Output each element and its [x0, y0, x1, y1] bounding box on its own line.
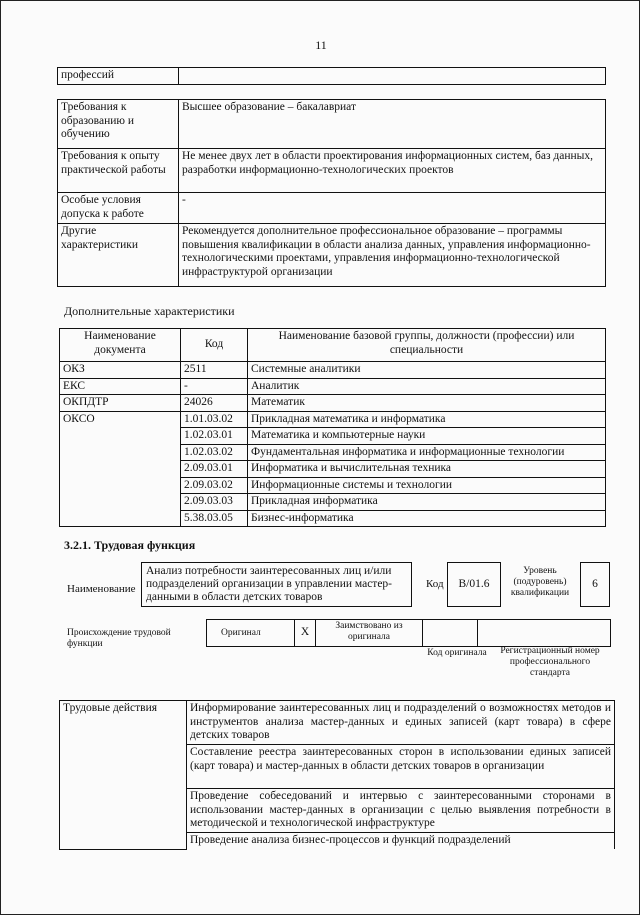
level-box: 6 — [580, 562, 610, 607]
req-value-experience: Не менее двух лет в области проектирования информационных систем, баз данных, разработки информационно-технологических проектов — [179, 149, 606, 193]
origin-reg-cell — [478, 620, 611, 647]
req-value-other: Рекомендуется дополнительное профессиональное образование – программы повышения квалификации в области анализа данных, управления информационно-технологическими проектами, управления информационно-технологической инфраструктурой организации — [179, 224, 606, 287]
reg-caption: Регистрационный номер профессионального стандарта — [500, 646, 600, 678]
additional-title: Дополнительные характеристики — [64, 304, 235, 318]
row-code: 2.09.03.01 — [181, 461, 248, 478]
top-row-label: профессий — [58, 68, 179, 85]
row-code: 1.02.03.02 — [181, 444, 248, 461]
req-label-conditions: Особые условия допуска к работе — [58, 193, 179, 224]
origin-code-cell — [423, 620, 478, 647]
action-item: Информирование заинтересованных лиц и подразделений о возможностях методов и инструментов анализа мастер-данных и единых записей (карт товара) в сфере детских товаров — [187, 701, 615, 745]
function-name-label: Наименование — [67, 583, 136, 595]
row-name: Прикладная математика и информатика — [248, 411, 606, 428]
level-label: Уровень (подуровень) квалификации — [510, 566, 570, 598]
row-name: Бизнес-информатика — [248, 510, 606, 527]
row-name: Аналитик — [248, 378, 606, 395]
header-doc: Наименование документа — [60, 329, 181, 362]
page-number: 11 — [315, 38, 327, 52]
row-name: Математик — [248, 395, 606, 412]
additional-table — [59, 328, 606, 527]
origin-table — [206, 619, 611, 647]
borrowed-label: Заимствовано из оригинала — [316, 620, 423, 647]
req-label-education: Требования к образованию и обучению — [58, 100, 179, 149]
function-name-box: Анализ потребности заинтересованных лиц и/или подразделений организации в управлении мастер-данными в области детских товаров — [141, 562, 412, 607]
row-code: 1.02.03.01 — [181, 428, 248, 445]
req-value-education: Высшее образование – бакалавриат — [179, 100, 606, 149]
actions-label: Трудовые действия — [60, 701, 187, 850]
function-heading: 3.2.1. Трудовая функция — [64, 538, 196, 552]
row-name: Информатика и вычислительная техника — [248, 461, 606, 478]
row-code: 2.09.03.02 — [181, 477, 248, 494]
requirements-table — [57, 99, 606, 287]
function-code-box: B/01.6 — [447, 562, 501, 607]
row-code: 24026 — [181, 395, 248, 412]
action-item: Проведение собеседований и интервью с заинтересованными сторонами в использовании мастер-данных в организации с целью выявления потребности в методической и технологической инфраструктуре — [187, 789, 615, 833]
function-code-label: Код — [426, 578, 444, 590]
top-row-table — [57, 67, 606, 85]
req-label-experience: Требования к опыту практической работы — [58, 149, 179, 193]
row-name: Фундаментальная информатика и информационные технологии — [248, 444, 606, 461]
original-label: Оригинал — [207, 620, 295, 647]
req-label-other: Другие характеристики — [58, 224, 179, 287]
row-name: Информационные системы и технологии — [248, 477, 606, 494]
origin-label: Происхождение трудовой функции — [67, 628, 171, 649]
row-code: 2.09.03.03 — [181, 494, 248, 511]
row-doc: ОКСО — [60, 411, 181, 527]
req-value-conditions: - — [179, 193, 606, 224]
row-code: 5.38.03.05 — [181, 510, 248, 527]
actions-table — [59, 700, 615, 850]
row-doc: ОКЗ — [60, 362, 181, 379]
header-name: Наименование базовой группы, должности (профессии) или специальности — [248, 329, 606, 362]
row-name: Математика и компьютерные науки — [248, 428, 606, 445]
code-caption: Код оригинала — [427, 648, 487, 658]
action-item: Проведение анализа бизнес-процессов и функций подразделений — [187, 833, 615, 850]
row-doc: ОКПДТР — [60, 395, 181, 412]
row-name: Системные аналитики — [248, 362, 606, 379]
row-doc: ЕКС — [60, 378, 181, 395]
row-code: 2511 — [181, 362, 248, 379]
row-code: 1.01.03.02 — [181, 411, 248, 428]
row-name: Прикладная информатика — [248, 494, 606, 511]
action-item: Составление реестра заинтересованных сторон в использовании единых записей (карт товара) и мастер-данных в области детских товаров в организации — [187, 745, 615, 789]
top-row-value — [179, 68, 606, 85]
header-code: Код — [181, 329, 248, 362]
row-code: - — [181, 378, 248, 395]
original-mark: X — [295, 620, 316, 647]
